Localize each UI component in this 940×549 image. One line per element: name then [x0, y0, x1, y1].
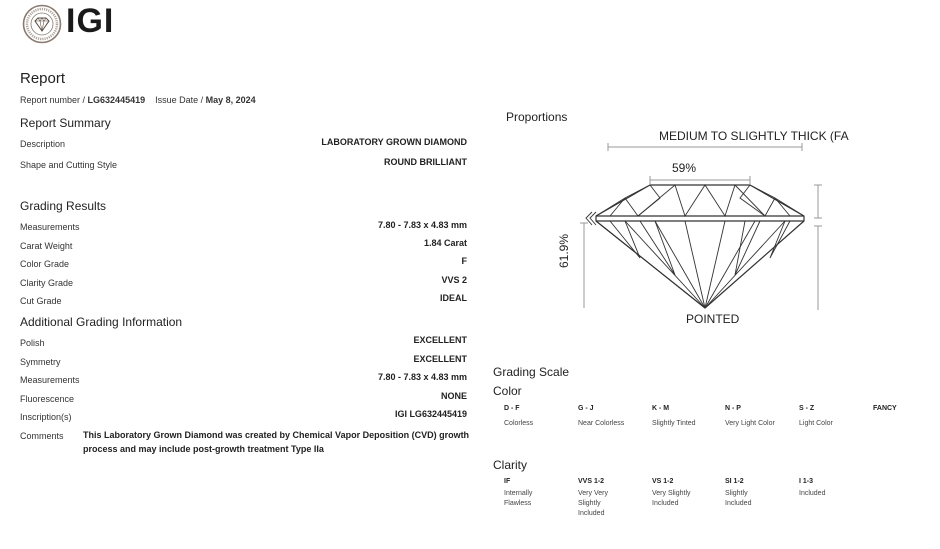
summary-row-label: Description: [20, 139, 66, 149]
additional-row-value: EXCELLENT: [413, 335, 467, 345]
color-grade-desc: Light Color: [799, 420, 833, 427]
clarity-grade: SI 1-2: [725, 478, 744, 485]
culet-label: POINTED: [686, 312, 740, 326]
igi-logo-text: IGI: [66, 2, 115, 40]
report-summary-title: Report Summary: [20, 116, 111, 130]
girdle-label: MEDIUM TO SLIGHTLY THICK (FA: [659, 129, 849, 143]
additional-row-label: Symmetry: [20, 357, 61, 367]
additional-row-value: NONE: [440, 391, 467, 401]
grading-row-label: Carat Weight: [20, 241, 73, 251]
comments-text: This Laboratory Grown Diamond was created by Chemical Vapor Deposition (CVD) growth process and may include post-growth treatment Type IIa: [83, 430, 470, 454]
grading-row-label: Color Grade: [20, 259, 70, 269]
issue-date-label: Issue Date /: [155, 95, 204, 105]
summary-row-value: ROUND BRILLIANT: [384, 157, 467, 167]
proportions-title: Proportions: [506, 110, 568, 124]
additional-info-title: Additional Grading Information: [20, 315, 183, 329]
color-grade-desc: Near Colorless: [578, 420, 625, 427]
grading-row-value: 7.80 - 7.83 x 4.83 mm: [377, 220, 467, 230]
clarity-grade-desc: Very Very Slightly Included: [578, 490, 608, 517]
color-scale-title: Color: [493, 384, 522, 398]
color-grade: N - P: [725, 405, 741, 412]
issue-date: May 8, 2024: [205, 95, 256, 105]
additional-row-label: Measurements: [20, 375, 80, 385]
color-grade: D - F: [504, 405, 520, 412]
diamond-proportions-diagram: [580, 140, 840, 315]
clarity-grade-desc: Very Slightly Included: [652, 490, 691, 507]
comments-label: Comments: [20, 431, 64, 441]
clarity-grade: I 1-3: [799, 478, 814, 485]
additional-row-value: IGI LG632445419: [394, 409, 467, 419]
color-grade-desc: Very Light Color: [725, 420, 775, 427]
report-number: LG632445419: [87, 95, 146, 105]
additional-row-value: 7.80 - 7.83 x 4.83 mm: [377, 372, 467, 382]
clarity-grade-desc: Included: [799, 490, 826, 497]
color-grade: S - Z: [799, 405, 815, 412]
clarity-scale-title: Clarity: [493, 458, 528, 472]
clarity-grade: IF: [504, 478, 511, 485]
report-meta: [20, 95, 256, 105]
report-title: Report: [20, 70, 66, 87]
grading-row-value: IDEAL: [440, 293, 467, 303]
clarity-grade-desc: Slightly Included: [725, 490, 752, 507]
color-grade: G - J: [578, 405, 594, 412]
clarity-grade-desc: Internally Flawless: [504, 490, 533, 507]
summary-row-value: LABORATORY GROWN DIAMOND: [321, 137, 467, 147]
grading-row-value: 1.84 Carat: [423, 238, 467, 248]
clarity-grade: VVS 1-2: [578, 478, 605, 485]
color-grade-desc: Colorless: [504, 420, 534, 427]
color-grade: K - M: [652, 405, 670, 412]
additional-row-value: EXCELLENT: [413, 354, 467, 364]
color-grade: FANCY: [873, 405, 897, 412]
grading-row-label: Clarity Grade: [20, 278, 74, 288]
grading-row-value: F: [461, 256, 467, 266]
depth-percent: 61.9%: [557, 233, 571, 268]
grading-scale-title: Grading Scale: [493, 365, 570, 379]
grading-row-label: Measurements: [20, 222, 80, 232]
grading-results-title: Grading Results: [20, 199, 107, 213]
additional-row-label: Polish: [20, 338, 45, 348]
additional-row-label: Inscription(s): [20, 412, 72, 422]
summary-row-label: Shape and Cutting Style: [20, 160, 118, 170]
additional-row-label: Fluorescence: [20, 394, 75, 404]
color-grade-desc: Slightly Tinted: [652, 420, 696, 427]
report-number-label: Report number /: [20, 95, 86, 105]
grading-row-label: Cut Grade: [20, 296, 62, 306]
table-percent: 59%: [672, 161, 697, 175]
clarity-grade: VS 1-2: [652, 478, 674, 485]
grading-row-value: VVS 2: [441, 275, 467, 285]
igi-seal-logo: [22, 4, 62, 44]
